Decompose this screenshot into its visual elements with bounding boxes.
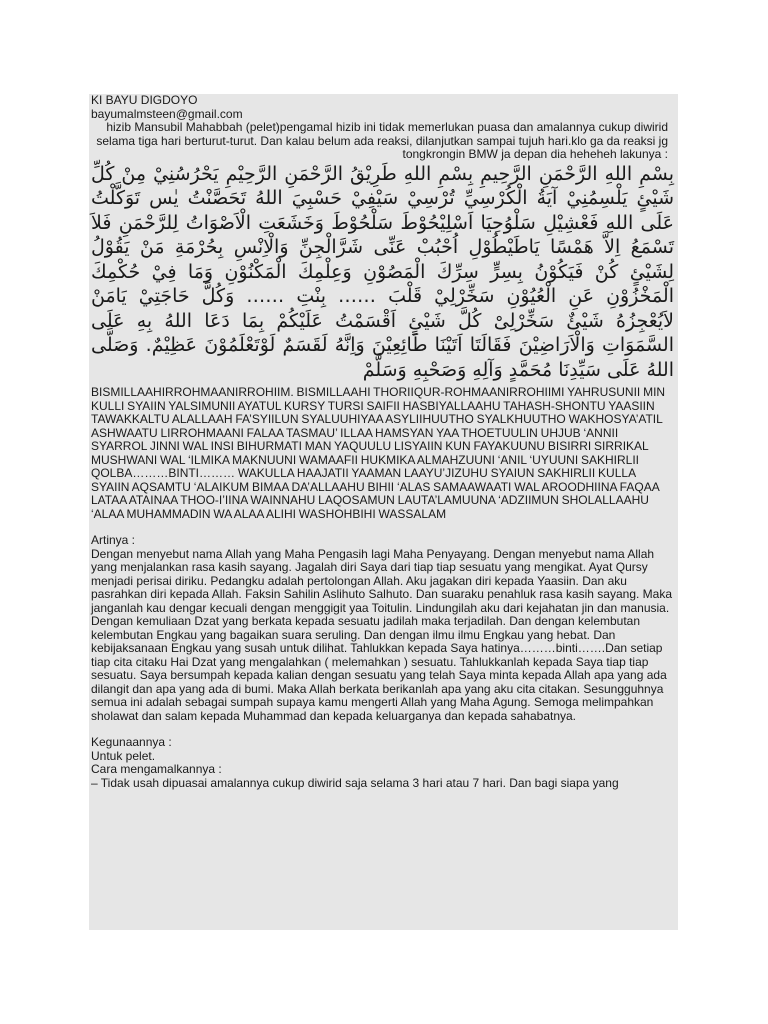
transliteration-paragraph: BISMILLAAHIRROHMAANIRROHIIM. BISMILLAAHI THORIIQUR-ROHMAANIRROHIIMI YAHRUSUNII MIN KULLI SYAIIN YALSIMUNII AYATUL KURSY TURSI SAIFII HASBIYALLAAHU TAHASH-SHONTU YAASIIN TAWAKKALTU ALALLAAH FA’SYIILUN SYALUUHIYAA ASYLIIHUUTHO SYALKHUUTHO WAKHOSYA’ATIL ASHWAATU LIRROHMAANI FALAA TASMAU’ ILLAA HAMSYAN YAA THOETUULIN UHJUB ‘ANNII SYARROL JINNI WAL INSI BIHURMATI MAN YAQUULU LISYAIIN KUN FAYAKUUNU BISIRRI SIRRIKAL MUSHWANI WAL ‘ILMIKA MAKNUUNI WAMAAFII HUKMIKA ALMAHZUUNI ‘ANIL ‘UYUUNI SAKHIRLII QOLBA………BINTI……… WAKULLA HAAJATII YAAMAN LAAYU’JIZUHU SYAIUN SAKHIRLII KULLA SYAIIN AQSAMTU ‘ALAIKUM BIMAA DA’ALLAAHU BIHII ‘ALAS SAMAAWAATI WAL AROODHIINA FAQAA LATAA ATAINAA THOO-I’IINA WAINNAHU LAQOSAMUN LAUTA’LAMUUNA ‘ADZIIMUN SHOLALLAAHU ‘ALAA MUHAMMADIN WA ALAA ALIHI WASHOHBIHI WASSALAM — [91, 385, 666, 521]
artinya-paragraph: Dengan menyebut nama Allah yang Maha Pengasih lagi Maha Penyayang. Dengan menyebut nama Allah yang menjalankan rasa kasih sayang. Jagalah diri Saya dari tiap tiap sesuatu yang mengikat. Ayat Qursy menjadi perisai diriku. Pedangku adalah pertolongan Allah. Aku jagakan diri kepada Yaasiin. Dan aku pasrahkan diri kepada Allah. Faksin Sahilin Aslihuto Salhuto. Dan suaraku penahluk rasa kasih sayang. Maka janganlah kau dengar kecuali dengan menggigit yaa Toitulin. Lindungilah aku dari kejahatan jin dan manusia. Dengan kemuliaan Dzat yang berkata kepada sesuatu jadilah maka terjadilah. Dan dengan kelembutan kelembutan Engkau yang bagaikan suara seruling. Dan dengan ilmu ilmu Engkau yang hebat. Dan kebijaksanaan Engkau yang susah untuk dilihat. Tahlukkan kepada Saya hatinya………binti…….Dan setiap tiap cita citaku Hai Dzat yang mengalahkan ( melemahkan ) sesuatu. Tahlukkanlah kepada Saya tiap tiap sesuatu. Saya bersumpah kepada kalian dengan sesuatu yang telah Saya minta kepada Allah apa yang ada dilangit dan apa yang ada di bumi. Maka Allah berkata berikanlah apa yang aku cita citakan. Sesungguhnya semua ini adalah sebagai sumpah supaya kamu mengerti Allah yang Maha Agung. Semoga melimpahkan sholawat dan salam kepada Muhammad dan kepada keluarganya dan kepada sahabatnya. — [91, 546, 673, 723]
kegunaan-heading: Kegunaannya : — [91, 735, 172, 749]
author-email: bayumalmsteen@gmail.com — [91, 106, 243, 121]
author-name: KI BAYU DIGDOYO — [91, 94, 198, 107]
intro-paragraph: hizib Mansubil Mahabbah (pelet)pengamal hizib ini tidak memerlukan puasa dan amalannya cukup diwirid selama tiga hari berturut-turut. Dan kalau belum ada reaksi, dilanjutkan sampai tujuh hari.klo ga da reaksi jg tongkrongin BMW ja depan dia heheheh lakunya : — [96, 120, 668, 161]
kegunaan-text: Untuk pelet. — [91, 748, 156, 763]
cara-heading: Cara mengamalkannya : — [91, 762, 222, 776]
document-page — [89, 94, 678, 930]
cara-text: – Tidak usah dipuasai amalannya cukup diwirid saja selama 3 hari atau 7 hari. Dan bagi siapa yang — [91, 775, 619, 790]
artinya-heading: Artinya : — [91, 533, 136, 547]
arabic-prayer-text: بِسْمِ اللهِ الرَّحْمَنِ الرَّحِيمِ بِسْمِ اللهِ طَرِيْقُ الرَّحْمَنِ الرَّحِيْمِ يَحْرُسُنِيْ مِنْ كُلِّ شَيْئٍ يَلْسِمُنِيْ آيَةُ الْكُرْسِيِّ تُرْسِيْ سَيْفِيْ حَسْبِيَ اللهُ تَحَصَّنْتُ يٰس تَوَكَّلْتُ عَلَى اللهِ فَعْشِيْلِ سَلْوُحِيَا اَسْلِيْحُوْطَ سَلْحُوْطَ وَخَشَعَتِ الْاَصْوَاتُ لِلرَّحْمَنِ فَلاَ تَسْمَعُ اِلاَّ هَمْسًا يَاطَيْطُوْلِ اُحْبُبْ عَنِّى شَرَّالْجِنِّ وَالْاِنْسِ بِحُرْمَةِ مَنْ يَقُوْلُ لِشَيْئٍ كُنْ فَيَكُوْنُ بِسِرٍّ سِرِّكَ الْمَصُوْنِ وَعِلْمِكَ الْمَكْنُوْنِ وَمَا فِيْ حُكْمِكَ الْمَخْزُوْنِ عَنِ الْعُيُوْنِ سَخِّرْلِيْ قَلْبَ …… بِنْتِ …… وَكُلَّ حَاجَتِيْ يَامَنْ لاَيُعْجِزُهُ شَيْئٌ سَخِّرْلِىْ كُلَّ شَيْئٍ اَقْسَمْتُ عَلَيْكُمْ بِمَا دَعَا اللهُ بِهِ عَلَى السَّمَوَاتِ وَالْاَرَاضِيْنَ فَقَالَتَا اَتَيْنَا طَائِعِيْنَ وَاِنَّهُ لَقَسَمٌ لَوْتَعْلَمُوْنَ عَظِيْمٌ. وَصَلَّى اللهُ عَلَى سَيِّدِنَا مُحَمَّدٍ وَآلِهِ وَصَحْبِهِ وَسَلَّمْ — [91, 162, 674, 381]
